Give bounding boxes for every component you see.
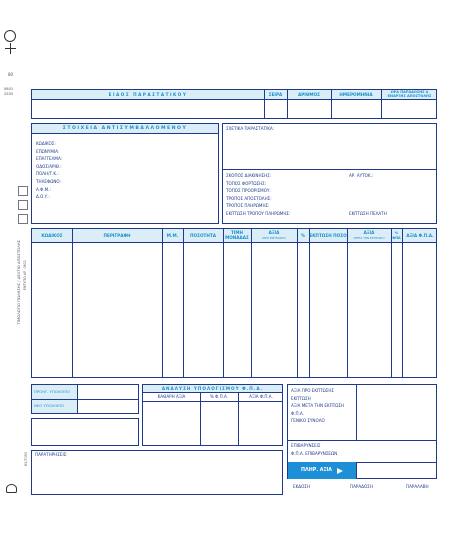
signature-receipt: ΠΑΡΑΛΑΒΗ [406,484,429,489]
previous-balance-label: ΠΡΟΗΓ. ΥΠΟΛΟΙΠΟ [34,389,71,394]
transport-fields [226,172,290,218]
time-label-line2: ΕΝΑΡΞΗΣ ΑΠΟΣΤΟΛΗΣ [387,94,432,98]
col-quantity: ΠΟΣΟΤΗΤΑ [190,232,216,238]
remarks-label: ΠΑΡΑΤΗΡΗΣΕΙΣ: [35,452,68,457]
col-discount-percent: % [300,232,306,238]
col-description: ΠΕΡΙΓΡΑΦΗ [103,232,131,238]
payable-amount-bar [288,462,356,479]
new-balance-label: ΝΕΟ ΥΠΟΛΟΙΠΟ [34,403,65,408]
totals-rows [291,387,344,425]
registration-mark-icon [4,30,16,42]
col-value-before-discount [251,229,297,243]
signature-delivery: ΠΑΡΑΔΟΣΗ [350,484,373,489]
field-loading-place: ΤΟΠΟΣ ΦΟΡΤΩΣΗΣ: [226,180,267,186]
side-subtitle: ΕΝΤΥΠΟ ΑΡ. 0601 [23,260,27,291]
field-tax-office: Δ.Ο.Υ.: [36,194,50,200]
col-unit: Μ.Μ. [166,232,179,238]
page-number: 80 [8,72,14,77]
col-value-after-discount [347,229,391,243]
col-vat-percent: % ΦΠΑ [392,231,401,240]
field-customer-discount: ΕΚΠΤΩΣΗ ΠΕΛΑΤΗ [349,211,387,216]
vat-analysis-box [142,384,283,446]
date-label: ΗΜΕΡΟΜΗΝΙΑ [339,91,373,97]
field-vehicle-number: ΑΡ. ΑΥΤΟΚ.: [349,173,374,178]
vat-col-percent: % Φ.Π.Α. [209,394,229,399]
total-discount: ΕΚΠΤΩΣΗ [291,395,311,401]
side-bottom-code: 80/7090 [24,452,28,467]
surcharges: ΕΠΙΒΑΡΥΝΣΕΙΣ [291,443,321,448]
items-table [31,228,437,378]
field-transport-purpose: ΣΚΟΠΟΣ ΔΙΑΚΙΝΗΣΗΣ: [226,173,272,178]
col-value-before-label: ΑΞΙΑ [268,230,280,236]
col-value-after-label: ΑΞΙΑ [363,230,375,236]
field-code: ΚΩΔΙΚΟΣ: [36,141,56,146]
payable-amount-label: ΠΛΗΡ. ΑΞΙΑ [301,468,332,473]
col-value-before-sub: (ΠΡΟ ΕΚΠΤΩΣΗΣ) [261,236,287,240]
col-value-after-sub: (ΜΕΤΑ ΤΗΝ ΕΚΠΤΩΣΗ) [353,236,385,240]
checkbox[interactable] [18,186,28,196]
vat-col-net-value: ΚΑΘΑΡΗ ΑΞΙΑ [157,394,186,399]
field-city: ΠΟΛΗ/Τ.Κ.: [36,171,59,177]
time-label [381,90,438,100]
form-code-line2: 2505 [4,92,14,96]
field-payment-method: ΤΡΟΠΟΣ ΠΛΗΡΩΜΗΣ: [226,203,270,209]
time-label-line1: ΩΡΑ ΠΑΡΑΔΟΣΗΣ ή [390,90,429,95]
col-discount-amount: ΕΚΠΤΩΣΗ ΠΟΣΟ [309,232,347,238]
form-code-line1: 0601 [4,87,14,91]
logo-icon [6,484,17,493]
counterparty-box [31,123,219,224]
balance-box [31,384,139,414]
number-label: ΑΡΙΘΜΟΣ [297,91,320,97]
side-title: ΤΙΜΟΛΟΓΙΟ ΠΩΛΗΣΗΣ / ΔΕΛΤΙΟ ΑΠΟΣΤΟΛΗΣ [16,240,21,325]
field-phone: ΤΗΛΕΦΩΝΟ: [36,178,61,184]
arrow-right-icon [337,468,343,474]
counterparty-title: ΣΤΟΙΧΕΙΑ ΑΝΤΙΣΥΜΒΑΛΛΟΜΕΝΟΥ [32,124,218,134]
grand-total: ΓΕΝΙΚΟ ΣΥΝΟΛΟ [291,418,325,424]
signature-issue: ΕΚΔΟΣΗ [293,484,310,489]
field-address: ΟΔΟΣ/ΑΡΙΘ.: [36,163,62,169]
totals-box [287,384,437,479]
total-after-discount: ΑΞΙΑ ΜΕΤΑ ΤΗΝ ΕΚΠΤΩΣΗ [291,403,345,409]
col-code: ΚΩΔΙΚΟΣ [41,232,63,238]
totals-extra-rows [291,442,337,457]
field-name: ΕΠΩΝΥΜΙΑ: [36,148,60,154]
total-before-discount: ΑΞΙΑ ΠΡΟ ΕΚΠΤΩΣΗΣ [291,388,334,393]
surcharges-vat: Φ.Π.Α. ΕΠΙΒΑΡΥΝΣΕΩΝ [291,450,338,456]
checkbox[interactable] [18,214,28,224]
blank-box [31,418,139,446]
doc-type-label: ΕΙΔΟΣ ΠΑΡΑΣΤΑΤΙΚΟΥ [108,91,188,97]
series-label: ΣΕΙΡΑ [268,91,283,97]
field-vat-number: Α.Φ.Μ.: [36,186,51,192]
document-header [31,89,437,119]
counterparty-fields [36,140,62,201]
remarks-box [31,450,283,495]
total-vat: Φ.Π.Α. [291,410,305,416]
field-shipping-method: ΤΡΟΠΟΣ ΑΠΟΣΤΟΛΗΣ: [226,195,272,201]
checkbox[interactable] [18,200,28,210]
transport-box [222,123,437,224]
field-profession: ΕΠΑΓΓΕΛΜΑ: [36,156,63,162]
field-payment-discount: ΕΚΠΤΩΣΗ ΤΡΟΠΟΥ ΠΛΗΡΩΜΗΣ: [226,210,291,216]
field-destination: ΤΟΠΟΣ ΠΡΟΟΡΙΣΜΟΥ: [226,188,271,194]
related-docs-label: ΣΧΕΤΙΚΑ ΠΑΡΑΣΤΑΤΙΚΑ: [226,126,275,131]
vat-col-value: ΑΞΙΑ Φ.Π.Α. [249,394,273,399]
crosshair-icon [5,43,16,54]
col-vat-value: ΑΞΙΑ Φ.Π.Α. [406,232,434,238]
col-unit-price: ΤΙΜΗ ΜΟΝΑΔΑΣ [225,230,249,240]
vat-analysis-title: ΑΝΑΛΥΣΗ ΥΠΟΛΟΓΙΣΜΟΥ Φ.Π.Α. [143,385,282,393]
